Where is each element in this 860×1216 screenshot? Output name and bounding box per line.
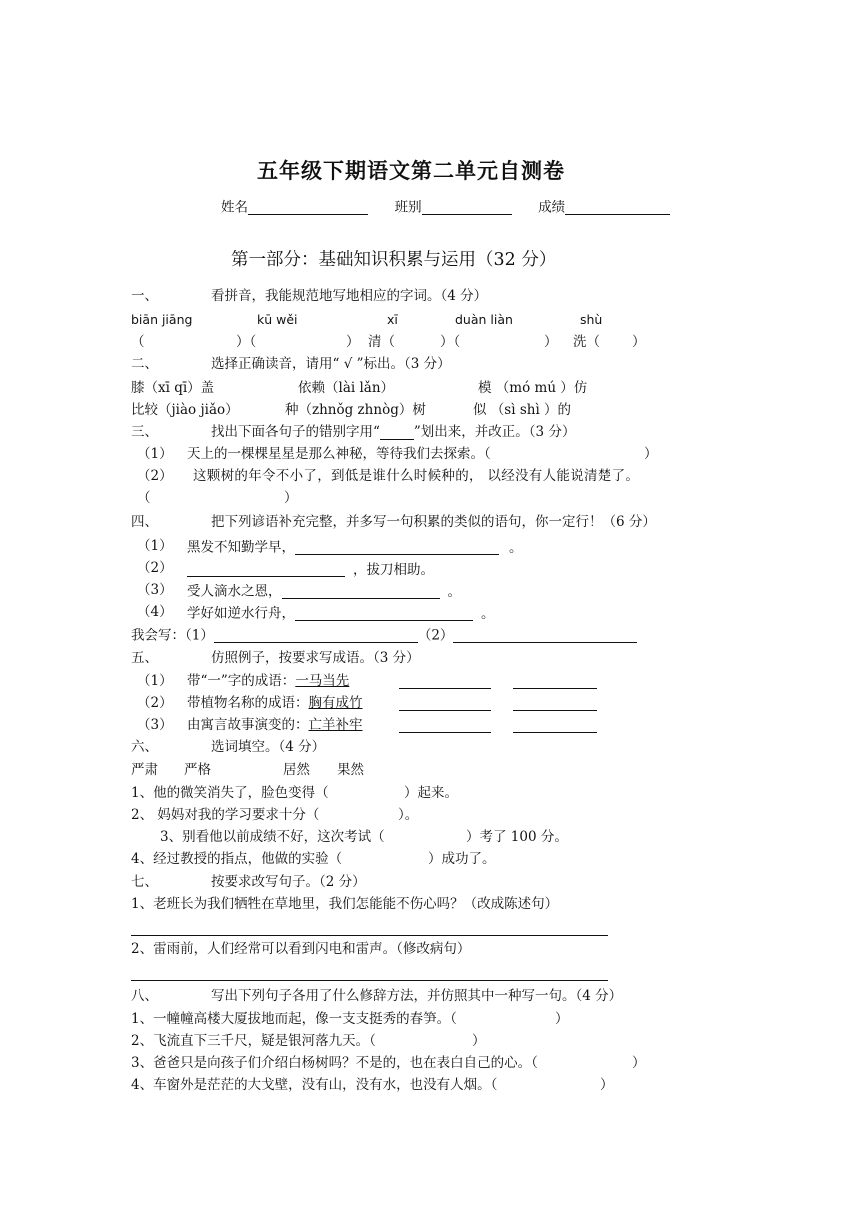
answer-blank[interactable]: [453, 628, 637, 643]
q6-word: 果然: [337, 762, 364, 778]
q3-s1-number: （1）: [137, 446, 173, 462]
q6-word: 严格: [184, 762, 211, 778]
q5-item-number: （2）: [137, 695, 173, 711]
answer-line[interactable]: [131, 935, 608, 936]
q6-sentence: 4、经过教授的指点，他做的实验（: [131, 851, 343, 867]
q8-sentence: 4、车窗外是茫茫的大戈壁，没有山，没有水，也没有人烟。（: [131, 1077, 498, 1093]
q1-paren: 清（: [368, 334, 395, 350]
q3-paren: ）: [284, 490, 298, 506]
q1-paren: ）: [346, 334, 360, 350]
answer-blank[interactable]: [513, 710, 597, 711]
answer-blank[interactable]: [513, 688, 597, 689]
q6-sentence-end: ）。: [398, 807, 419, 823]
q5-instruction: 仿照例子，按要求写成语。（3 分）: [211, 650, 420, 666]
q6-word: 严肃: [131, 762, 158, 778]
q7-instruction: 按要求改写句子。（2 分）: [211, 874, 366, 890]
q7-sentence-1: 1、老班长为我们牺牲在草地里，我们怎能能不伤心吗？（改成陈述句）: [131, 896, 559, 912]
answer-blank[interactable]: [214, 628, 418, 643]
q7-number: 七、: [131, 874, 158, 890]
q1-paren: ）（: [236, 334, 257, 350]
q2-item: 模 （mó mú ）仿: [478, 380, 588, 396]
q4-item-number: （3）: [137, 582, 173, 598]
q4-item: 黑发不知勤学早， 。: [187, 539, 523, 556]
q3-s2-number: （2）: [137, 468, 173, 484]
q8-instruction: 写出下列句子各用了什么修辞方法，并仿照其中一种写一句。（4 分）: [211, 988, 623, 1004]
q6-word: 居然: [283, 762, 310, 778]
q8-sentence-end: ）: [600, 1077, 614, 1093]
q5-item-number: （1）: [137, 673, 173, 689]
q5-item: 由寓言故事演变的：亡羊补牢: [187, 717, 363, 733]
q1-pinyin-1: biān jiāng: [131, 312, 193, 327]
q3-instruction: 找出下面各句子的错别字用“ ”划出来，并改正。（3 分）: [211, 424, 576, 440]
q4-item-number: （1）: [137, 538, 173, 554]
q8-sentence: 3、爸爸只是向孩子们介绍白杨树吗？不是的，也在表白自己的心。（: [131, 1055, 538, 1071]
q8-sentence: 2、飞流直下三千尺，疑是银河落九天。（: [131, 1033, 376, 1049]
answer-blank[interactable]: [295, 606, 473, 621]
q1-pinyin-4: duàn liàn: [455, 312, 513, 327]
q6-sentence: 1、他的微笑消失了，脸色变得（: [131, 785, 329, 801]
q3-paren: ）: [644, 446, 658, 462]
q2-item: 比较（jiào jiǎo）: [131, 402, 239, 418]
q6-sentence-end: ）考了 100 分。: [466, 829, 568, 845]
q2-item: 依赖（lài lǎn）: [298, 380, 395, 396]
q3-paren: （: [137, 490, 151, 506]
name-field[interactable]: [248, 200, 368, 215]
q1-paren: ）: [632, 334, 646, 350]
q6-sentence-end: ）起来。: [404, 785, 458, 801]
part-heading: 第一部分：基础知识积累与运用（32 分）: [231, 250, 557, 270]
answer-blank[interactable]: [513, 732, 597, 733]
q5-item-number: （3）: [137, 717, 173, 733]
q4-item-number: （2）: [137, 560, 173, 576]
q1-number: 一、: [131, 288, 158, 304]
q1-pinyin-3: xī: [387, 312, 398, 327]
score-label: 成绩: [538, 199, 566, 216]
q5-item: 带植物名称的成语：胸有成竹: [187, 695, 363, 711]
q6-sentence-end: ）成功了。: [428, 851, 496, 867]
q3-sentence-1: 天上的一棵棵星星是那么神秘，等待我们去探索。（: [187, 446, 491, 462]
q4-item: 学好如逆水行舟， 。: [187, 605, 495, 622]
score-field[interactable]: [565, 200, 670, 215]
q4-item: 受人滴水之恩， 。: [187, 583, 461, 600]
q4-item: ，拔刀相助。: [187, 562, 434, 577]
q4-number: 四、: [131, 514, 158, 530]
student-info-row: [221, 200, 670, 215]
name-label: 姓名: [221, 199, 248, 216]
q2-number: 二、: [131, 356, 158, 372]
q1-paren: （: [131, 334, 145, 350]
q2-instruction: 选择正确读音，请用“ √ ”标出。（3 分）: [211, 356, 451, 372]
answer-blank[interactable]: [399, 732, 491, 733]
q3-number: 三、: [131, 424, 158, 440]
q1-pinyin-2: kū wěi: [257, 312, 298, 327]
q2-item: 膝（xī qī）盖: [131, 380, 215, 396]
class-label: 班别: [394, 199, 422, 216]
q8-number: 八、: [131, 988, 158, 1004]
q4-instruction: 把下列谚语补充完整，并多写一句积累的类似的语句，你一定行！（6 分）: [211, 514, 656, 530]
q1-instruction: 看拼音，我能规范地写地相应的字词。（4 分）: [211, 288, 488, 304]
q7-sentence-2: 2、雷雨前，人们经常可以看到闪电和雷声。（修改病句）: [131, 941, 471, 957]
q5-item: 带“一”字的成语：一马当先: [187, 673, 350, 689]
q2-item: 似 （sì shì ）的: [473, 402, 572, 418]
page-title: 五年级下期语文第二单元自测卷: [257, 158, 565, 183]
q1-paren: 洗（: [573, 334, 600, 350]
q1-paren: ）: [544, 334, 558, 350]
q1-paren: ）（: [440, 334, 461, 350]
answer-blank[interactable]: [295, 540, 499, 555]
q4-write: 我会写：（1） （2）: [131, 628, 637, 643]
q2-item: 种（zhnǒg zhnòg）树: [285, 402, 426, 418]
q6-instruction: 选词填空。（4 分）: [211, 739, 326, 755]
answer-blank[interactable]: [282, 584, 440, 599]
q6-sentence: 3、别看他以前成绩不好，这次考试（: [160, 829, 385, 845]
q8-sentence-end: ）: [555, 1011, 569, 1027]
answer-line[interactable]: [131, 980, 608, 981]
q4-item-number: （4）: [137, 604, 173, 620]
class-field[interactable]: [422, 200, 512, 215]
q6-number: 六、: [131, 739, 158, 755]
q8-sentence: 1、一幢幢高楼大厦拔地而起，像一支支挺秀的春笋。（: [131, 1011, 457, 1027]
answer-blank[interactable]: [399, 688, 491, 689]
q3-sentence-2: 这颗树的年令不小了，到低是谁什么时候种的， 以经没有人能说清楚了。: [193, 468, 640, 484]
answer-blank[interactable]: [399, 710, 491, 711]
q8-sentence-end: ）: [472, 1033, 486, 1049]
q5-number: 五、: [131, 650, 158, 666]
q1-pinyin-5: shù: [580, 312, 603, 327]
answer-blank[interactable]: [187, 562, 345, 577]
q6-sentence: 2、 妈妈对我的学习要求十分（: [131, 807, 320, 823]
q8-sentence-end: ）: [632, 1055, 646, 1071]
